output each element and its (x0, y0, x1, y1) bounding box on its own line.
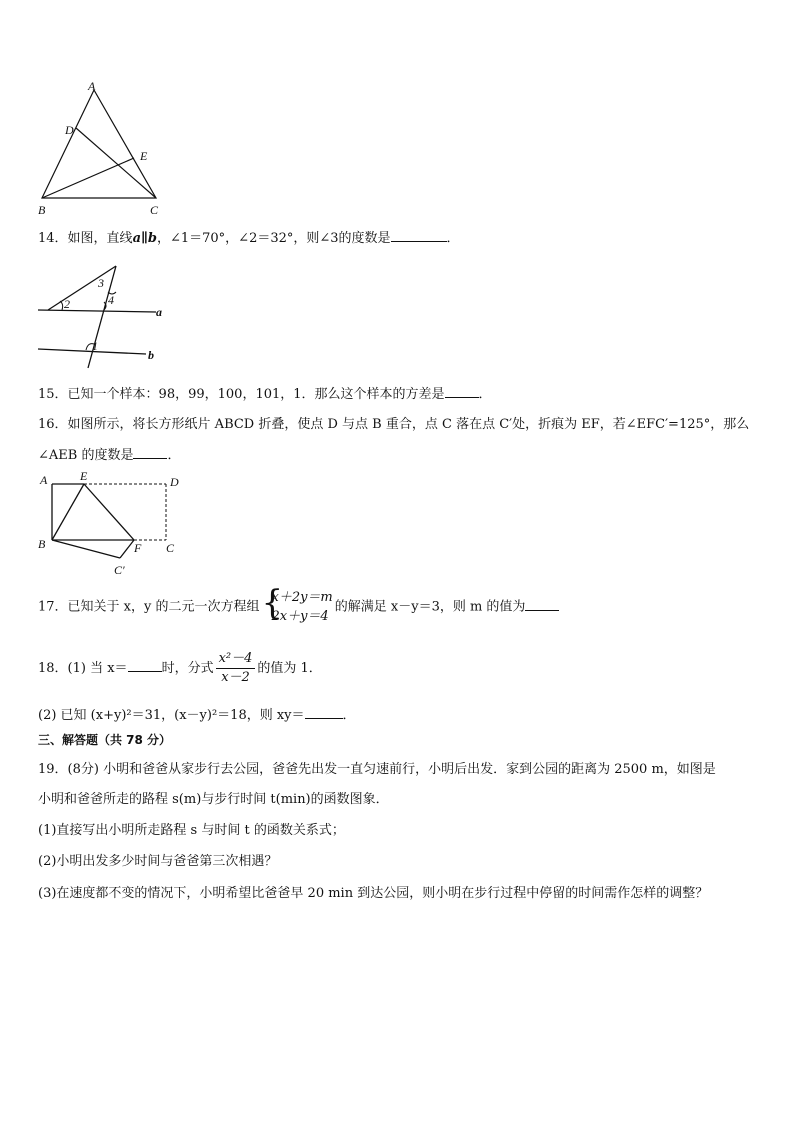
question-19-line2: 小明和爸爸所走的路程 s(m)与步行时间 t(min)的函数图象． (38, 792, 389, 807)
label-D: D (65, 123, 74, 137)
question-19-sub2: (2)小明出发多少时间与爸爸第三次相遇？ (38, 854, 278, 869)
label-B: B (38, 537, 46, 551)
label-a: a (156, 305, 162, 319)
label-A: A (40, 473, 48, 487)
label-4: 4 (108, 293, 114, 307)
answer-blank[interactable] (445, 385, 479, 398)
label-E: E (80, 470, 88, 483)
label-E: E (140, 149, 148, 163)
answer-blank[interactable] (133, 446, 167, 459)
label-3: 3 (98, 276, 104, 290)
label-B: B (38, 203, 46, 217)
question-14: 14．如图，直线a∥b，∠1＝70°，∠2＝32°，则∠3的度数是 ． (38, 231, 460, 246)
label-C: C (150, 203, 159, 217)
label-F: F (134, 541, 142, 555)
question-19-sub1: (1)直接写出小明所走路程 s 与时间 t 的函数关系式； (38, 823, 345, 838)
answer-blank[interactable] (525, 598, 559, 611)
label-1: 1 (92, 339, 98, 353)
answer-blank[interactable] (305, 706, 343, 719)
label-C-prime: C′ (114, 563, 125, 577)
parallel-lines-figure (34, 262, 174, 370)
question-19-line1: 19．(8分) 小明和爸爸从家步行去公园，爸爸先出发一直匀速前行，小明后出发．家到公园的距离为 2500 m，如图是 (38, 762, 716, 777)
answer-blank[interactable] (128, 659, 162, 672)
label-A: A (88, 80, 96, 93)
label-2: 2 (64, 297, 70, 311)
question-18-part2: (2) 已知 (x+y)²＝31，(x－y)²＝18，则 xy＝ ． (38, 708, 356, 723)
equation-system: { x＋2y＝m 2x＋y＝4 (261, 583, 333, 624)
answer-blank[interactable] (391, 229, 447, 242)
question-15: 15．已知一个样本：98，99，100，101，1．那么这个样本的方差是 ． (38, 387, 492, 402)
triangle-figure (34, 80, 174, 220)
label-C: C (166, 541, 175, 555)
section-heading: 三、解答题（共 78 分） (38, 733, 172, 747)
question-16-line2: ∠AEB 的度数是 ． (38, 448, 181, 463)
fraction: $\frac{\text{x²－4}}{x-2}$ (216, 650, 256, 687)
question-17: 17．已知关于 x，y 的二元一次方程组 { x＋2y＝m 2x＋y＝4 的解满足 x－y＝3，则 m 的值为 (38, 588, 559, 628)
question-16-line1: 16．如图所示，将长方形纸片 ABCD 折叠，使点 D 与点 B 重合，点 C 落在点 C′处，折痕为 EF，若∠EFC′=125°，那么 (38, 417, 750, 432)
label-D: D (170, 475, 179, 489)
label-b: b (148, 348, 154, 362)
folded-rectangle-figure (34, 470, 194, 582)
question-19-sub3: (3)在速度都不变的情况下，小明希望比爸爸早 20 min 到达公园，则小明在步行过程中停留的时间需作怎样的调整？ (38, 886, 709, 901)
question-18-part1: 18．(1) 当 x＝ 时，分式 $\frac{\text{x²－4}}{x-2}$ 的值为 1． (38, 651, 322, 685)
